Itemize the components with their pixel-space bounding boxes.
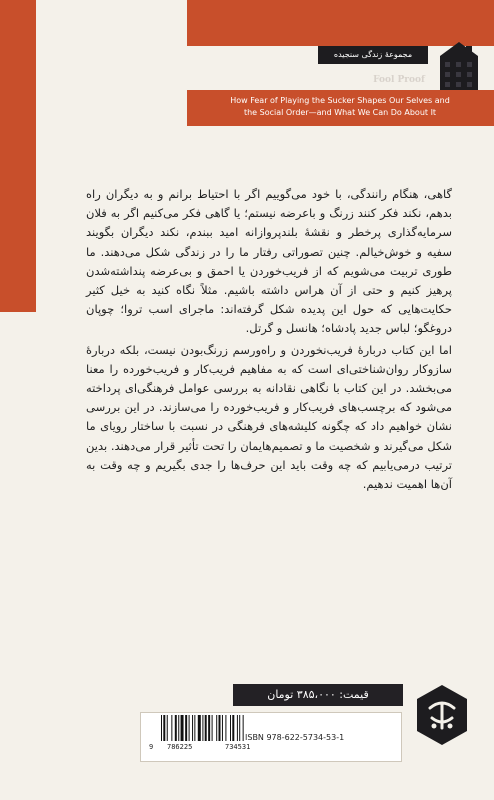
publisher-logo-icon [412, 682, 472, 748]
subtitle-line-1: How Fear of Playing the Sucker Shapes Our Selves and [230, 96, 450, 105]
barcode-bar [202, 715, 203, 741]
barcode-bar [167, 715, 168, 741]
barcode-bar [163, 715, 165, 741]
barcode-bar [181, 715, 184, 741]
barcode-bar [185, 715, 187, 741]
barcode-group-2: 734531 [225, 743, 251, 751]
barcode-bar [178, 715, 179, 741]
barcode-bar [161, 715, 162, 741]
barcode-bar [243, 715, 244, 741]
barcode-bar [222, 715, 223, 741]
barcode-bar [208, 715, 210, 741]
barcode-bar [237, 715, 238, 741]
blurb-paragraph-1: گاهی، هنگام رانندگی، با خود می‌گوییم اگر با احتیاط برانم و به دیگران راه بدهم، نکند فکر کنند زرنگ و باعرضه نیستم؛ یا گاهی فکر می‌کنیم اگر به فلان سرمایه‌گذاری پرخطر و نقشهٔ بلندپروازانه امید ببندم، نکند دیگران بگویند سفیه و خوش‌خیالم. چنین تصوراتی رفتار ما را در زندگی شکل می‌دهند. ما طوری تربیت می‌شویم که از فریب‌خوردن یا احمق و بی‌عرضه پنداشته‌شدن پرهیز کنیم و حتی از آن هراس داشته باشیم. مثلاً نگاه کنید به خیل کثیر حکایت‌هایی که حول این پدیده شکل گرفته‌اند: ماجرای اسب تروا؛ چوپان دروغگو؛ لباس جدید پادشاه؛ هانسل و گرتل. [86, 187, 452, 336]
barcode-bar [239, 715, 240, 741]
barcode-bar [175, 715, 177, 741]
barcode-bar [225, 715, 226, 741]
barcode-bar [232, 715, 234, 741]
barcode-bar [198, 715, 201, 741]
barcode-bar [205, 715, 207, 741]
price-label: قیمت: ۳۸۵،۰۰۰ تومان [233, 684, 403, 706]
isbn-number: ISBN 978-622-5734-53-1 [245, 733, 345, 742]
barcode-bar [171, 715, 172, 741]
barcode-bar [230, 715, 231, 741]
barcode-bar [189, 715, 190, 741]
barcode-bar [192, 715, 193, 741]
blurb-paragraph-2: اما این کتاب دربارهٔ فریب‌نخوردن و راه‌ورسم زرنگ‌بودن نیست، بلکه دربارهٔ سازوکار روان‌شناختی‌ای است که به مفاهیم فریب‌کار و فریب‌خورده را معنا می‌بخشد. در این کتاب با نگاهی نقادانه به بررسی عوامل فرهنگی‌ای پرداخته می‌شود که برچسب‌های فریب‌کار و فریب‌خورده را می‌سازند. در این بررسی نشان خواهیم داد که چگونه کلیشه‌های فرهنگی در نسبت با ساختار رویای ما شکل می‌گیرند و شخصیت ما و تصمیم‌هایمان را تحت تأثیر قرار می‌دهند. بدین ترتیب درمی‌یابیم که چه وقت باید این حرف‌ها را جدی بگیریم و چه وقت به آن‌ها اهمیت ندهیم. [86, 342, 452, 492]
book-subtitle-english [196, 95, 484, 119]
barcode-group-1: 786225 [167, 743, 193, 751]
book-title-english: Fool Proof [373, 75, 425, 85]
barcode-bar [219, 715, 221, 741]
series-label: مجموعهٔ زندگی سنجیده [318, 46, 428, 64]
left-accent-stripe [0, 0, 36, 312]
barcode-bar [212, 715, 213, 741]
subtitle-line-2: the Social Order—and What We Can Do About It [243, 108, 437, 117]
barcode-bar [194, 715, 195, 741]
blurb-text [86, 185, 452, 494]
barcode-lead-digit: 9 [149, 743, 154, 751]
barcode-bar [216, 715, 217, 741]
